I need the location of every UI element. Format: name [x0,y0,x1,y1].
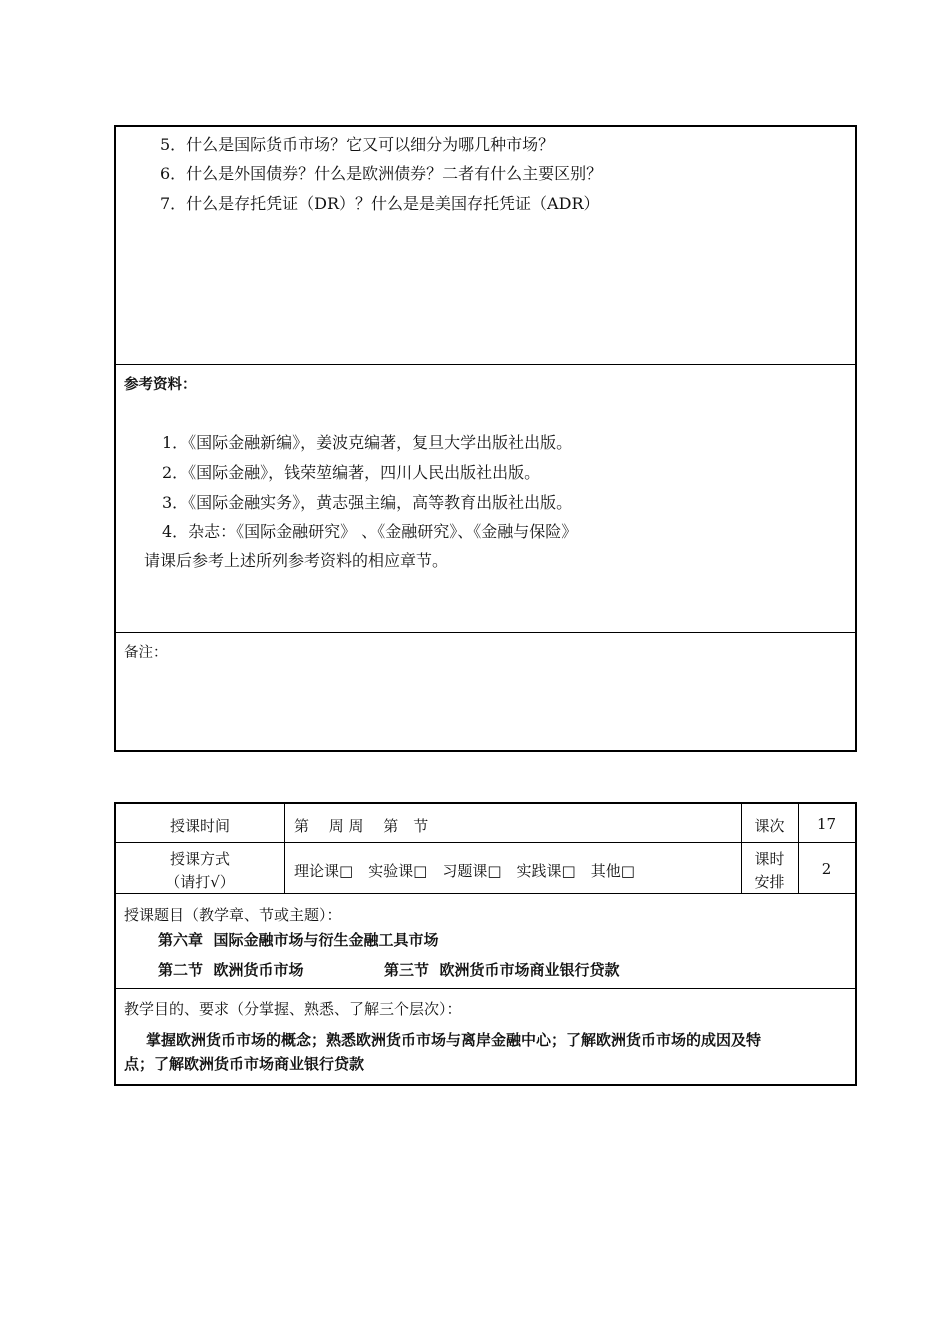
lesson-plan-table-bottom [114,802,857,1086]
section-title-b: 第三节 欧洲货币市场商业银行贷款 [384,961,620,979]
reference-item: 1．《国际金融新编》，姜波克编著，复旦大学出版社出版。 [162,433,573,452]
reference-item: 3．《国际金融实务》，黄志强主编，高等教育出版社出版。 [162,493,573,512]
references-heading: 参考资料： [124,377,197,393]
remarks-section [116,633,855,750]
references-note: 请课后参考上述所列参考资料的相应章节。 [144,551,449,570]
goals-text-cont: 点；了解欧洲货币市场商业银行贷款 [124,1055,365,1073]
row-divider [116,842,855,843]
questions-section [116,127,855,365]
goals-label: 教学目的、要求（分掌握、熟悉、了解三个层次）： [124,1000,462,1018]
session-label: 课次 [754,817,785,835]
method-label: 授课方式 [169,850,230,868]
hours-label-2: 安排 [754,873,785,891]
method-options: 理论课□ 实验课□ 习题课□ 实践课□ 其他□ [294,862,635,880]
time-value: 第 周 周 第 节 [294,817,429,835]
method-hint: （请打√） [165,873,235,891]
question-5: 5．什么是国际货币市场？它又可以细分为哪几种市场？ [160,135,555,154]
goals-text: 掌握欧洲货币市场的概念；熟悉欧洲货币市场与离岸金融中心；了解欧洲货币市场的成因及特 [146,1031,762,1049]
reference-item: 2．《国际金融》，钱荣堃编著，四川人民出版社出版。 [162,463,541,482]
row-divider [116,893,855,894]
topic-label: 授课题目（教学章、节或主题）： [124,906,342,924]
row-divider [116,988,855,989]
references-section [116,365,855,633]
chapter-title: 第六章 国际金融市场与衍生金融工具市场 [158,931,439,949]
question-6: 6．什么是外国债券？什么是欧洲债券？二者有什么主要区别？ [160,164,603,183]
question-7: 7．什么是存托凭证（DR）？什么是是美国存托凭证（ADR） [160,194,600,213]
hours-label: 课时 [754,850,785,868]
session-value: 17 [816,815,837,833]
hours-value: 2 [821,860,832,878]
column-divider [284,804,285,893]
time-label: 授课时间 [169,817,230,835]
lesson-plan-table-top [114,125,857,752]
reference-item: 4．杂志：《国际金融研究》 、《金融研究》、《金融与保险》 [162,522,578,541]
remarks-label: 备注： [124,645,168,661]
section-title-a: 第二节 欧洲货币市场 [158,961,304,979]
